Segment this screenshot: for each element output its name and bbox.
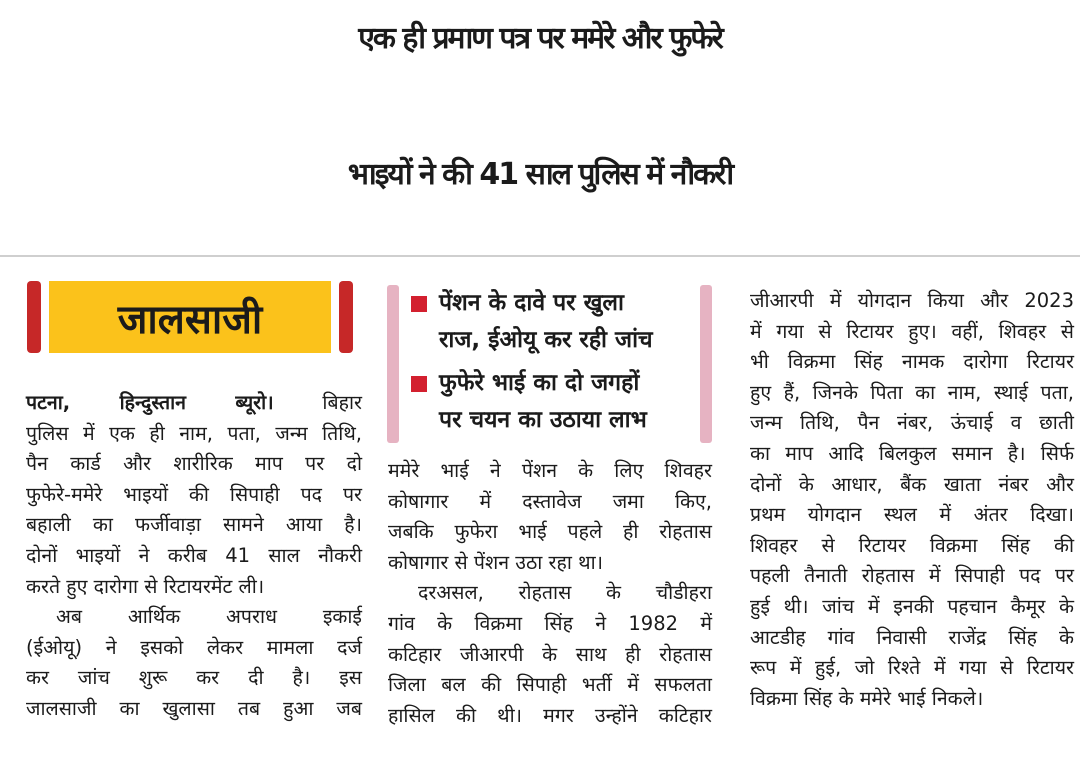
column-line: कर जांच शुरू कर दी है। इस (26, 666, 362, 690)
column-line: पैन कार्ड और शारीरिक माप पर दो (26, 452, 362, 476)
highlight-line: फुफेरे भाई का दो जगहों (439, 370, 640, 396)
highlight-line: पर चयन का उठाया लाभ (439, 407, 647, 433)
column-line: पुलिस में एक ही नाम, पता, जन्म तिथि, (26, 421, 362, 445)
column-line: दरअसल, रोहतास के चौडीहरा (418, 581, 712, 605)
section-tag (27, 281, 353, 353)
headline-line-1: एक ही प्रमाण पत्र पर ममेरे और फुफेरे (358, 21, 722, 56)
column-line: अब आर्थिक अपराध इकाई (56, 605, 362, 629)
column-line: हुए हैं, जिनके पिता का नाम, स्थाई पता, (750, 380, 1074, 404)
column-line: में गया से रिटायर हुए। वहीं, शिवहर से (750, 319, 1074, 343)
column-line: जन्म तिथि, पैन नंबर, ऊंचाई व छाती (750, 411, 1074, 435)
headline-line-2: भाइयों ने की 41 साल पुलिस में नौकरी (347, 157, 733, 192)
highlight-line: राज, ईओयू कर रही जांच (439, 327, 653, 353)
column-line: (ईओयू) ने इसको लेकर मामला दर्ज (26, 635, 362, 659)
column-line: दोनों के आधार, बैंक खाता नंबर और (750, 472, 1074, 496)
column-line (26, 388, 362, 419)
column-line: करते हुए दारोगा से रिटायरमेंट ली। (26, 574, 265, 598)
column-text: बिहार (322, 391, 362, 414)
column-line: विक्रमा सिंह के ममेरे भाई निकले। (750, 686, 984, 710)
column-line: कोषागार में दस्तावेज जमा किए, (388, 489, 712, 513)
column-line: का माप आदि बिलकुल समान है। सिर्फ (750, 441, 1074, 465)
article-column-2 (388, 456, 712, 731)
column-line: भी विक्रमा सिंह नामक दारोगा रिटायर (750, 350, 1074, 374)
column-line: जालसाजी का खुलासा तब हुआ जब (26, 696, 362, 720)
column-line: जिला बल की सिपाही भर्ती में सफलता (388, 673, 712, 697)
highlight-item (411, 285, 694, 359)
column-line: आटडीह गांव निवासी राजेंद्र सिंह के (750, 625, 1074, 649)
square-bullet-icon (411, 376, 427, 392)
tag-bar-left (27, 281, 41, 353)
column-line: ममेरे भाई ने पेंशन के लिए शिवहर (388, 459, 712, 482)
highlight-line: पेंशन के दावे पर खुला (439, 290, 624, 316)
article-column-3 (750, 286, 1074, 714)
article-column-1 (26, 388, 362, 725)
column-line: कोषागार से पेंशन उठा रहा था। (388, 550, 604, 574)
column-line: फुफेरे-ममेरे भाइयों की सिपाही पद पर (26, 482, 362, 506)
highlights-bar-left (387, 285, 399, 443)
highlights-bar-right (700, 285, 712, 443)
headline-divider (0, 255, 1080, 257)
column-line: कटिहार जीआरपी के साथ ही रोहतास (388, 642, 712, 666)
column-line: जीआरपी में योगदान किया और 2023 (750, 289, 1074, 312)
dateline: पटना, हिन्दुस्तान ब्यूरो। (26, 391, 274, 414)
column-line: जबकि फुफेरा भाई पहले ही रोहतास (388, 520, 712, 544)
highlight-item (411, 365, 694, 439)
column-line: दोनों भाइयों ने करीब 41 साल नौकरी (26, 543, 362, 567)
square-bullet-icon (411, 296, 427, 312)
highlights-box (387, 285, 712, 443)
column-line: गांव के विक्रमा सिंह ने 1982 में (388, 611, 712, 635)
column-line: हुई थी। जांच में इनकी पहचान कैमूर के (750, 594, 1074, 618)
column-line: रूप में हुई, जो रिश्ते में गया से रिटायर (750, 656, 1074, 680)
column-line: हासिल की थी। मगर उन्होंने कटिहार (388, 703, 712, 727)
tag-label: जालसाजी (49, 281, 331, 353)
column-line: पहली तैनाती रोहतास में सिपाही पद पर (750, 564, 1074, 588)
tag-bar-right (339, 281, 353, 353)
column-line: बहाली का फर्जीवाड़ा सामने आया है। (26, 513, 362, 537)
column-line: शिवहर से रिटायर विक्रमा सिंह की (750, 533, 1074, 557)
column-line: प्रथम योगदान स्थल में अंतर दिखा। (750, 503, 1074, 527)
